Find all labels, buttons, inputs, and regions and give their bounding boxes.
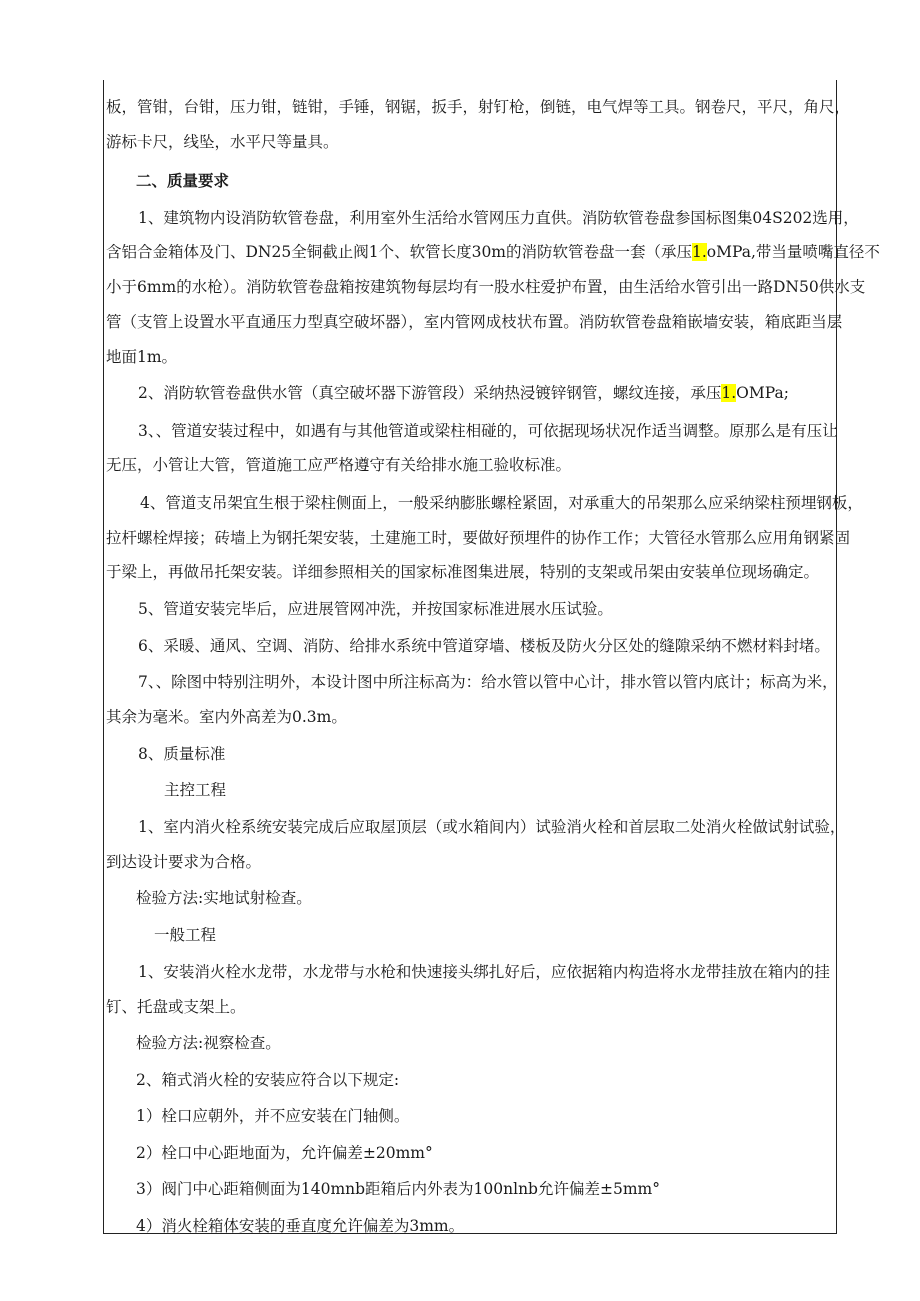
highlight-mark: 1. (721, 384, 737, 402)
text-line-5: 含铝合金箱体及门、DN25全铜截止阀1个、软管长度30m的消防软管卷盘一套（承压1.oMPa,带当量喷嘴直径不 (106, 243, 880, 261)
text-line-11: 无压，小管让大管，管道施工应严格遵守有关给排水施工验收标准。 (106, 456, 572, 474)
text-line-13: 拉杆螺栓焊接；砖墙上为钢托架安装，土建施工时，要做好预埋件的协作工作；大管径水管那么应用角钢紧固 (106, 529, 851, 547)
text-line-32: 4）消火栓箱体安装的垂直度允许偏差为3mm。 (136, 1217, 465, 1235)
highlight-mark: 1. (692, 243, 707, 261)
section-heading-quality: 二、质量要求 (136, 171, 230, 190)
text-line-14: 于梁上，再做吊托架安装。详细参照相关的国家标准图集进展，特别的支架或吊架由安装单位现场确定。 (106, 563, 820, 581)
subheading-main-control: 主控工程 (164, 781, 227, 799)
text-line-28: 2、箱式消火栓的安装应符合以下规定: (136, 1071, 400, 1089)
text-line-8: 地面1m。 (106, 348, 178, 366)
text-line-15: 5、管道安装完毕后，应进展管网冲洗，并按国家标准进展水压试验。 (138, 600, 613, 618)
text-line-25: 1、安装消火栓水龙带，水龙带与水枪和快速接头绑扎好后，应依据箱内构造将水龙带挂放在箱内的挂 (138, 963, 830, 981)
text-line-9: 2、消防软管卷盘供水管（真空破坏器下游管段）采纳热浸镀锌钢管，螺纹连接，承压1.OMPa; (138, 384, 789, 402)
text-line-12: 4、管道支吊架宜生根于梁柱侧面上，一般采纳膨胀螺栓紧固，对承重大的吊架那么应采纳梁柱预埋钢板， (140, 494, 863, 512)
subheading-general: 一般工程 (154, 926, 217, 944)
text-line-19: 8、质量标准 (138, 745, 226, 763)
text-line-22: 到达设计要求为合格。 (106, 853, 262, 871)
text-line-30: 2）栓口中心距地面为，允许偏差±20mm° (136, 1144, 433, 1162)
text-line-18: 其余为毫米。室内外高差为0.3m。 (106, 708, 347, 726)
text-line-2: 游标卡尺，线坠，水平尺等量具。 (106, 133, 339, 151)
text-line-21: 1、室内消火栓系统安装完成后应取屋顶层（或水箱间内）试验消火栓和首层取二处消火栓做试射试验， (138, 818, 846, 836)
text-line-7: 管（支管上设置水平直通压力型真空破坏器），室内管网成枝状布置。消防软管卷盘箱嵌墙安装，箱底距当层 (106, 313, 843, 331)
text-line-31: 3）阀门中心距箱侧面为140mnb距箱后内外表为100nlnb允许偏差±5mm° (136, 1180, 660, 1198)
text-line-26: 钉、托盘或支架上。 (106, 998, 246, 1016)
text-line-17: 7、、除图中特别注明外，本设计图中所注标高为：给水管以管中心计，排水管以管内底计；标高为米， (138, 673, 838, 691)
text-line-23: 检验方法:实地试射检查。 (136, 889, 312, 907)
text-line-16: 6、采暖、通风、空调、消防、给排水系统中管道穿墙、楼板及防火分区处的缝隙采纳不燃材料封堵。 (138, 637, 830, 655)
text-line-29: 1）栓口应朝外，并不应安装在门轴侧。 (136, 1107, 410, 1125)
text-line-6: 小于6mm的水枪）。消防软管卷盘箱按建筑物每层均有一股水柱爱护布置，由生活给水管引出一路DN50供水支 (106, 278, 866, 296)
text-line-1: 板，管钳，台钳，压力钳，链钳，手锤，钢锯，扳手，射钉枪，倒链，电气焊等工具。钢卷尺，平尺，角尺， (106, 98, 851, 116)
text-line-4: 1、建筑物内设消防软管卷盘，利用室外生活给水管网压力直供。消防软管卷盘参国标图集04S202选用， (138, 209, 859, 227)
text-line-10: 3、、管道安装过程中，如遇有与其他管道或梁柱相碰的，可依据现场状况作适当调整。原那么是有压让 (138, 422, 838, 440)
text-line-27: 检验方法:视察检查。 (136, 1034, 281, 1052)
